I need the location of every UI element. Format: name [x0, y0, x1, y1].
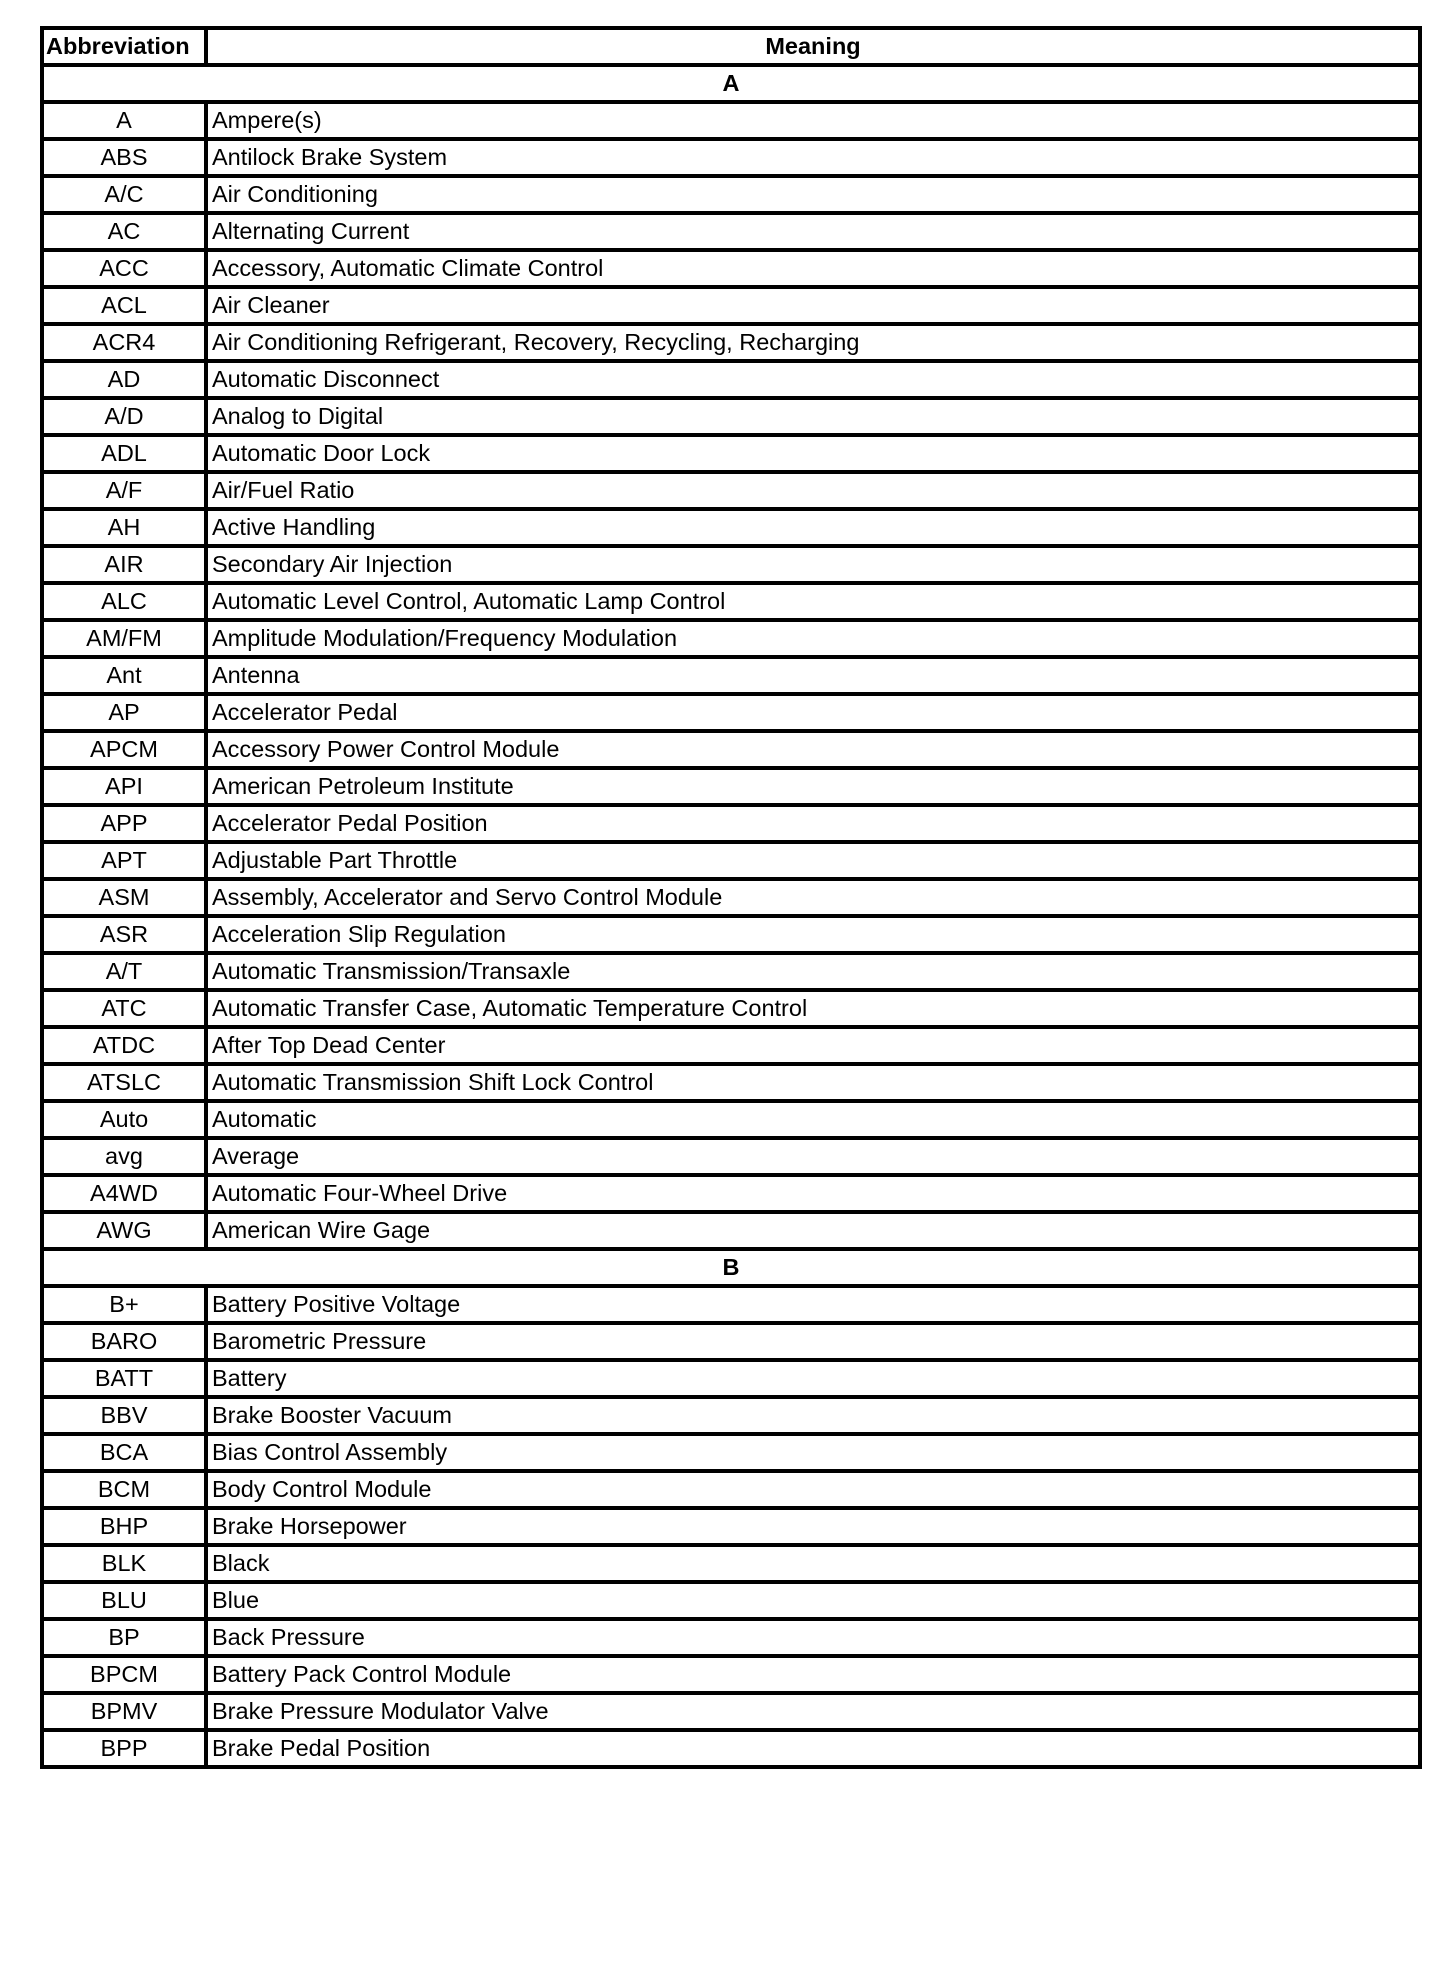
table-row: [42, 916, 1420, 953]
table-row: [42, 213, 1420, 250]
meaning-cell: Automatic Four-Wheel Drive: [206, 1175, 1420, 1212]
abbreviation-cell: BHP: [42, 1508, 206, 1545]
table-row: [42, 953, 1420, 990]
abbreviation-cell: ALC: [42, 583, 206, 620]
abbreviation-cell: A/F: [42, 472, 206, 509]
abbreviation-cell: A/D: [42, 398, 206, 435]
abbreviation-cell: A/T: [42, 953, 206, 990]
abbreviation-cell: AM/FM: [42, 620, 206, 657]
abbreviation-cell: ASM: [42, 879, 206, 916]
table-row: [42, 990, 1420, 1027]
table-row: [42, 435, 1420, 472]
meaning-cell: Accessory, Automatic Climate Control: [206, 250, 1420, 287]
abbreviation-cell: BCA: [42, 1434, 206, 1471]
abbreviation-cell: avg: [42, 1138, 206, 1175]
abbreviation-cell: BLU: [42, 1582, 206, 1619]
meaning-cell: Barometric Pressure: [206, 1323, 1420, 1360]
table-row: [42, 1064, 1420, 1101]
meaning-cell: Accessory Power Control Module: [206, 731, 1420, 768]
meaning-cell: Automatic: [206, 1101, 1420, 1138]
table-row: [42, 102, 1420, 139]
abbreviation-cell: APCM: [42, 731, 206, 768]
table-row: [42, 398, 1420, 435]
table-row: [42, 842, 1420, 879]
abbreviation-cell: BPMV: [42, 1693, 206, 1730]
meaning-cell: Secondary Air Injection: [206, 546, 1420, 583]
abbreviation-cell: Auto: [42, 1101, 206, 1138]
table-row: [42, 583, 1420, 620]
table-row: [42, 1619, 1420, 1656]
meaning-cell: Automatic Disconnect: [206, 361, 1420, 398]
abbreviation-cell: A: [42, 102, 206, 139]
section-letter: A: [42, 65, 1420, 102]
abbreviation-cell: ACC: [42, 250, 206, 287]
table-row: [42, 1286, 1420, 1323]
abbreviation-cell: AP: [42, 694, 206, 731]
meaning-cell: Alternating Current: [206, 213, 1420, 250]
meaning-cell: Body Control Module: [206, 1471, 1420, 1508]
table-row: [42, 768, 1420, 805]
table-row: [42, 1508, 1420, 1545]
table-row: [42, 1360, 1420, 1397]
abbreviation-cell: ADL: [42, 435, 206, 472]
abbreviation-column-header: Abbreviation: [42, 28, 206, 65]
table-row: [42, 546, 1420, 583]
table-row: [42, 1693, 1420, 1730]
table-row: [42, 731, 1420, 768]
abbreviation-cell: BPP: [42, 1730, 206, 1767]
abbreviation-cell: ACL: [42, 287, 206, 324]
table-row: [42, 509, 1420, 546]
meaning-cell: Blue: [206, 1582, 1420, 1619]
meaning-cell: Antenna: [206, 657, 1420, 694]
meaning-cell: Automatic Door Lock: [206, 435, 1420, 472]
abbreviation-cell: AC: [42, 213, 206, 250]
table-row: [42, 287, 1420, 324]
meaning-cell: Automatic Transmission/Transaxle: [206, 953, 1420, 990]
table-row: [42, 1397, 1420, 1434]
abbreviation-cell: ATDC: [42, 1027, 206, 1064]
abbreviation-cell: BBV: [42, 1397, 206, 1434]
meaning-cell: Active Handling: [206, 509, 1420, 546]
abbreviation-cell: API: [42, 768, 206, 805]
table-row: [42, 1545, 1420, 1582]
abbreviation-cell: BLK: [42, 1545, 206, 1582]
table-row: [42, 176, 1420, 213]
abbreviation-cell: AD: [42, 361, 206, 398]
abbreviation-cell: ASR: [42, 916, 206, 953]
meaning-cell: Ampere(s): [206, 102, 1420, 139]
abbreviation-cell: A4WD: [42, 1175, 206, 1212]
abbreviation-cell: APT: [42, 842, 206, 879]
table-row: [42, 879, 1420, 916]
meaning-cell: Air Cleaner: [206, 287, 1420, 324]
meaning-cell: Antilock Brake System: [206, 139, 1420, 176]
meaning-cell: Adjustable Part Throttle: [206, 842, 1420, 879]
meaning-cell: Brake Booster Vacuum: [206, 1397, 1420, 1434]
meaning-cell: Average: [206, 1138, 1420, 1175]
meaning-cell: Automatic Transfer Case, Automatic Temperature Control: [206, 990, 1420, 1027]
header-row: [42, 28, 1420, 65]
abbreviation-cell: A/C: [42, 176, 206, 213]
abbreviation-cell: BCM: [42, 1471, 206, 1508]
section-row: [42, 65, 1420, 102]
table-row: [42, 1582, 1420, 1619]
table-row: [42, 1730, 1420, 1767]
section-letter: B: [42, 1249, 1420, 1286]
meaning-cell: Black: [206, 1545, 1420, 1582]
meaning-cell: Analog to Digital: [206, 398, 1420, 435]
abbreviation-cell: ATSLC: [42, 1064, 206, 1101]
abbreviation-cell: AH: [42, 509, 206, 546]
abbreviation-cell: AWG: [42, 1212, 206, 1249]
table-row: [42, 805, 1420, 842]
meaning-cell: Brake Pressure Modulator Valve: [206, 1693, 1420, 1730]
table-row: [42, 1471, 1420, 1508]
table-row: [42, 1175, 1420, 1212]
meaning-cell: Air Conditioning Refrigerant, Recovery, Recycling, Recharging: [206, 324, 1420, 361]
table-row: [42, 472, 1420, 509]
abbreviation-cell: ATC: [42, 990, 206, 1027]
table-header: [42, 28, 1420, 65]
meaning-cell: Brake Horsepower: [206, 1508, 1420, 1545]
table-row: [42, 139, 1420, 176]
meaning-cell: Battery Positive Voltage: [206, 1286, 1420, 1323]
abbreviation-cell: BARO: [42, 1323, 206, 1360]
table-row: [42, 1138, 1420, 1175]
meaning-cell: Automatic Level Control, Automatic Lamp Control: [206, 583, 1420, 620]
meaning-cell: Back Pressure: [206, 1619, 1420, 1656]
abbreviation-cell: BPCM: [42, 1656, 206, 1693]
table-row: [42, 657, 1420, 694]
abbreviation-cell: APP: [42, 805, 206, 842]
meaning-cell: Assembly, Accelerator and Servo Control Module: [206, 879, 1420, 916]
meaning-cell: Battery: [206, 1360, 1420, 1397]
table-row: [42, 1323, 1420, 1360]
table-row: [42, 1434, 1420, 1471]
table-row: [42, 694, 1420, 731]
table-row: [42, 1656, 1420, 1693]
meaning-cell: Accelerator Pedal: [206, 694, 1420, 731]
table-row: [42, 620, 1420, 657]
section-row: [42, 1249, 1420, 1286]
meaning-cell: Acceleration Slip Regulation: [206, 916, 1420, 953]
abbreviation-cell: AIR: [42, 546, 206, 583]
meaning-cell: Bias Control Assembly: [206, 1434, 1420, 1471]
meaning-cell: Air/Fuel Ratio: [206, 472, 1420, 509]
abbreviation-table: [40, 26, 1422, 1769]
table-row: [42, 1101, 1420, 1138]
meaning-cell: American Wire Gage: [206, 1212, 1420, 1249]
meaning-cell: American Petroleum Institute: [206, 768, 1420, 805]
meaning-cell: After Top Dead Center: [206, 1027, 1420, 1064]
meaning-cell: Amplitude Modulation/Frequency Modulation: [206, 620, 1420, 657]
abbreviation-cell: BATT: [42, 1360, 206, 1397]
meaning-cell: Accelerator Pedal Position: [206, 805, 1420, 842]
table-row: [42, 1212, 1420, 1249]
meaning-cell: Air Conditioning: [206, 176, 1420, 213]
abbreviation-cell: ACR4: [42, 324, 206, 361]
abbreviation-cell: BP: [42, 1619, 206, 1656]
abbreviation-cell: ABS: [42, 139, 206, 176]
abbreviation-cell: B+: [42, 1286, 206, 1323]
meaning-cell: Battery Pack Control Module: [206, 1656, 1420, 1693]
table-body: [42, 65, 1420, 1767]
abbreviation-cell: Ant: [42, 657, 206, 694]
meaning-cell: Automatic Transmission Shift Lock Control: [206, 1064, 1420, 1101]
meaning-cell: Brake Pedal Position: [206, 1730, 1420, 1767]
meaning-column-header: Meaning: [206, 28, 1420, 65]
table-row: [42, 250, 1420, 287]
table-row: [42, 324, 1420, 361]
table-row: [42, 1027, 1420, 1064]
table-row: [42, 361, 1420, 398]
